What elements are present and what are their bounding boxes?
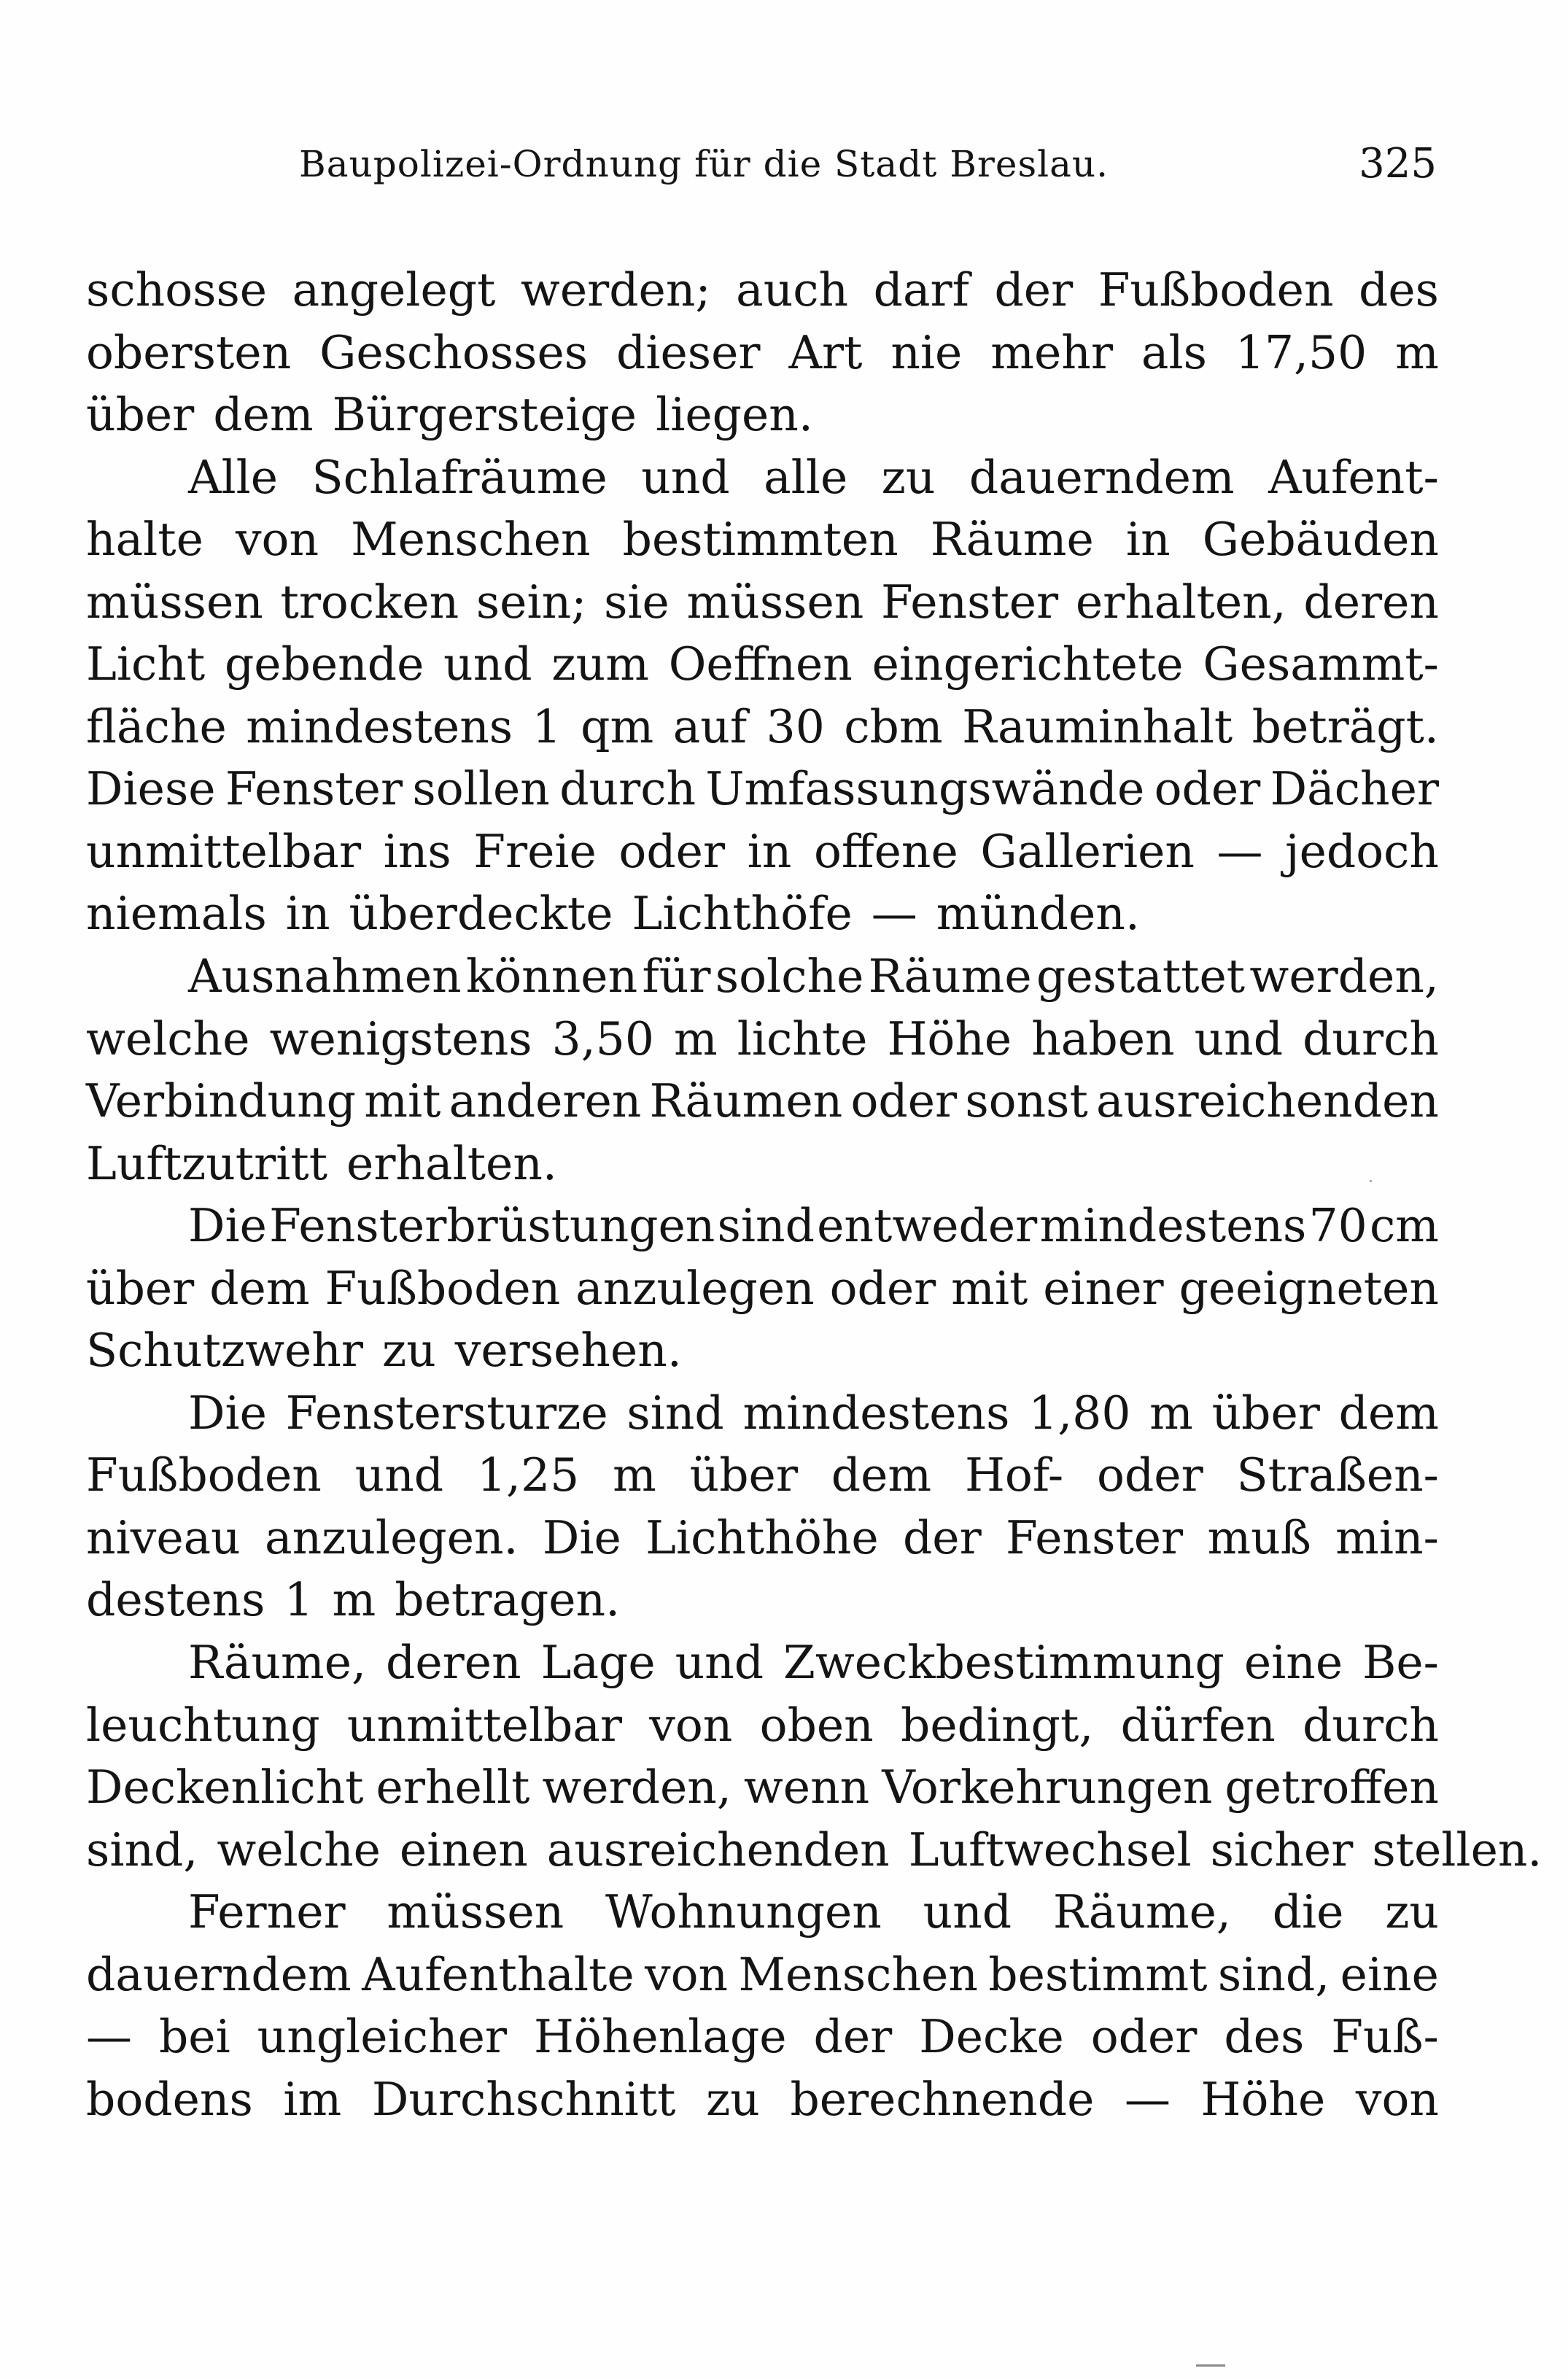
word: müssen <box>686 575 864 629</box>
text-line <box>86 1257 1439 1320</box>
word: dem <box>831 1448 932 1502</box>
word: Gallerien <box>980 824 1195 878</box>
text-line <box>86 446 1439 509</box>
word: Fußboden <box>1098 263 1334 317</box>
text-line <box>86 1694 1439 1757</box>
word: dauerndem <box>86 1947 352 2001</box>
word: sind <box>717 1199 815 1253</box>
word: und <box>675 1636 764 1690</box>
word: als <box>1141 325 1207 379</box>
word: Durchschnitt <box>371 2072 676 2126</box>
word: Fuß- <box>1331 2010 1439 2064</box>
word: Schutzwehr <box>86 1324 363 1378</box>
word: entweder <box>817 1199 1038 1253</box>
page-header <box>299 140 1437 201</box>
word: Alle <box>188 450 279 504</box>
word: Bürgersteige <box>332 388 637 442</box>
word: Verbindung <box>86 1074 356 1128</box>
text-line <box>86 1944 1439 2006</box>
word: für <box>642 950 711 1004</box>
word: 1,25 <box>476 1448 580 1502</box>
word: getroffen <box>1224 1761 1439 1815</box>
print-speck <box>1370 1180 1372 1182</box>
word: Fensterbrüstungen <box>269 1199 715 1253</box>
word: Gesammt- <box>1203 637 1439 691</box>
text-line <box>86 1133 1439 1195</box>
word: offene <box>813 824 958 878</box>
word: Menschen <box>738 1947 978 2001</box>
word: dem <box>1338 1386 1439 1440</box>
text-line <box>86 508 1439 571</box>
word: cbm <box>844 699 943 753</box>
word: halte <box>86 513 203 567</box>
text-line <box>86 882 1439 945</box>
word: über <box>86 1261 195 1315</box>
word: sonst <box>965 1074 1088 1128</box>
text-line <box>86 1195 1439 1257</box>
word: in <box>747 824 792 878</box>
text-line <box>86 1819 1542 1882</box>
word: eine <box>1340 1947 1439 2001</box>
word: 1 <box>284 1573 314 1627</box>
word: werden, <box>1249 950 1439 1004</box>
word: Dächer <box>1270 762 1439 816</box>
word: gebende <box>224 637 424 691</box>
word: Räumen <box>649 1074 843 1128</box>
word: Deckenlicht <box>86 1761 364 1815</box>
word: ausreichenden <box>1096 1074 1439 1128</box>
word: dauerndem <box>969 450 1235 504</box>
word: anderen <box>449 1074 642 1128</box>
word: Höhenlage <box>533 2010 787 2064</box>
word: sollen <box>412 762 550 816</box>
word: des <box>1224 2010 1305 2064</box>
word: werden; <box>520 263 711 317</box>
word: beträgt. <box>1251 699 1439 753</box>
word: ungleicher <box>257 2010 507 2064</box>
word: über <box>689 1448 798 1502</box>
word: des <box>1359 263 1439 317</box>
word: mit <box>364 1074 441 1128</box>
word: Art <box>788 325 863 379</box>
word: 30 <box>766 699 825 753</box>
word: min- <box>1335 1510 1439 1564</box>
word: Luftzutritt <box>86 1136 328 1190</box>
word: schosse <box>86 263 268 317</box>
word: sind <box>626 1386 724 1440</box>
word: qm <box>581 699 654 753</box>
word: sein; <box>476 575 587 629</box>
page-number: 325 <box>1359 140 1437 187</box>
word: im <box>283 2072 342 2126</box>
text-line <box>86 633 1439 696</box>
body-text <box>86 259 1542 2130</box>
word: und <box>354 1448 444 1502</box>
word: unmittelbar <box>86 824 362 878</box>
text-line <box>86 2068 1439 2131</box>
word: Wohnungen <box>605 1885 882 1939</box>
word: zu <box>382 1324 436 1378</box>
word: Rauminhalt <box>962 699 1233 753</box>
word: 1,80 <box>1028 1386 1131 1440</box>
word: Diese <box>86 762 216 816</box>
word: von <box>1355 2072 1439 2126</box>
word: Die <box>542 1510 621 1564</box>
word: — <box>1124 2072 1171 2126</box>
word: Die <box>188 1199 267 1253</box>
word: — <box>86 2010 132 2064</box>
text-line <box>86 696 1439 758</box>
word: betragen. <box>395 1573 621 1627</box>
word: der <box>902 1510 982 1564</box>
word: und <box>641 450 730 504</box>
word: Räume, <box>1052 1885 1231 1939</box>
word: erhellt <box>376 1761 530 1815</box>
word: können <box>466 950 638 1004</box>
word: haben <box>1031 1012 1175 1066</box>
word: lichte <box>737 1012 868 1066</box>
word: Ferner <box>188 1885 346 1939</box>
text-line <box>86 1756 1439 1819</box>
word: ausreichenden <box>546 1823 890 1877</box>
text-line <box>86 1507 1439 1569</box>
word: Fußboden <box>325 1261 561 1315</box>
word: muß <box>1207 1510 1311 1564</box>
word: dem <box>213 388 314 442</box>
word: anzulegen <box>575 1261 815 1315</box>
word: erhalten, <box>1075 575 1286 629</box>
word: sind, <box>86 1823 198 1877</box>
word: über <box>1211 1386 1320 1440</box>
word: — <box>871 887 917 941</box>
word: darf <box>873 263 969 317</box>
text-line <box>86 384 1439 446</box>
word: 1 <box>532 699 562 753</box>
word: werden, <box>542 1761 731 1815</box>
word: bodens <box>86 2072 253 2126</box>
word: durch <box>1303 1012 1439 1066</box>
word: 3,50 <box>551 1012 654 1066</box>
word: m <box>613 1448 656 1502</box>
word: Lichthöhe <box>645 1510 879 1564</box>
text-line <box>86 1444 1439 1507</box>
word: bedingt, <box>901 1698 1094 1752</box>
text-line <box>86 758 1439 820</box>
word: leuchtung <box>86 1698 320 1752</box>
word: von <box>645 1947 729 2001</box>
word: sind, <box>1217 1947 1330 2001</box>
word: die <box>1272 1885 1344 1939</box>
word: destens <box>86 1573 265 1627</box>
word: Hof- <box>964 1448 1064 1502</box>
word: zu <box>1385 1885 1439 1939</box>
word: mehr <box>990 325 1113 379</box>
text-line <box>86 2006 1439 2068</box>
word: Räume <box>930 513 1094 567</box>
word: welche <box>86 1012 250 1066</box>
text-line <box>86 1631 1439 1694</box>
word: zum <box>551 637 649 691</box>
word: müssen <box>387 1885 564 1939</box>
word: Aufent- <box>1268 450 1439 504</box>
word: obersten <box>86 325 292 379</box>
word: Höhe <box>1200 2072 1326 2126</box>
word: einer <box>1043 1261 1164 1315</box>
word: ins <box>383 824 451 878</box>
text-line <box>86 1881 1439 1944</box>
word: in <box>285 887 330 941</box>
text-line <box>86 322 1439 384</box>
word: oder <box>1097 1448 1203 1502</box>
word: Räume <box>868 950 1032 1004</box>
word: bei <box>158 2010 230 2064</box>
word: gestattet <box>1036 950 1246 1004</box>
text-line <box>86 1319 1439 1382</box>
word: eine <box>1243 1636 1343 1690</box>
text-line <box>86 571 1439 634</box>
word: deren <box>386 1636 521 1690</box>
word: berechnende <box>790 2072 1095 2126</box>
word: Schlafräume <box>311 450 608 504</box>
word: dem <box>209 1261 310 1315</box>
word: dürfen <box>1120 1698 1276 1752</box>
word: Straßen- <box>1236 1448 1439 1502</box>
word: der <box>813 2010 893 2064</box>
word: eingerichtete <box>872 637 1184 691</box>
word: Be- <box>1362 1636 1439 1690</box>
word: zu <box>881 450 936 504</box>
word: Gebäuden <box>1202 513 1439 567</box>
word: oben <box>759 1698 874 1752</box>
word: wenigstens <box>269 1012 532 1066</box>
word: 70 <box>1308 1199 1367 1253</box>
word: Geschosses <box>319 325 589 379</box>
word: bestimmten <box>622 513 899 567</box>
word: Lage <box>540 1636 656 1690</box>
word: sie <box>604 575 669 629</box>
word: überdeckte <box>349 887 613 941</box>
word: liegen. <box>656 388 813 442</box>
word: nie <box>890 325 963 379</box>
word: angelegt <box>292 263 496 317</box>
word: Freie <box>473 824 597 878</box>
word: trocken <box>280 575 459 629</box>
word: münden. <box>936 887 1140 941</box>
word: alle <box>764 450 848 504</box>
word: wenn <box>743 1761 870 1815</box>
word: mindestens <box>246 699 513 753</box>
word: mindestens <box>1039 1199 1307 1253</box>
text-line <box>86 945 1439 1008</box>
text-line <box>86 1569 1439 1631</box>
word: anzulegen. <box>265 1510 519 1564</box>
word: Decke <box>919 2010 1064 2064</box>
word: 17,50 <box>1235 325 1367 379</box>
word: und <box>1194 1012 1284 1066</box>
word: Räume, <box>188 1636 367 1690</box>
word: — <box>1216 824 1263 878</box>
word: Umfassungswände <box>705 762 1145 816</box>
word: fläche <box>86 699 227 753</box>
word: auch <box>736 263 849 317</box>
word: jedoch <box>1285 824 1439 878</box>
word: über <box>86 388 195 442</box>
word: deren <box>1303 575 1439 629</box>
text-line <box>86 820 1439 883</box>
word: niemals <box>86 887 267 941</box>
word: Fenster <box>1005 1510 1184 1564</box>
text-line <box>86 259 1439 322</box>
text-line <box>86 1382 1439 1445</box>
word: oder <box>1154 762 1261 816</box>
word: der <box>994 263 1074 317</box>
word: mit <box>951 1261 1028 1315</box>
word: Menschen <box>351 513 591 567</box>
word: geeigneten <box>1179 1261 1439 1315</box>
word: von <box>649 1698 733 1752</box>
word: versehen. <box>454 1324 682 1378</box>
word: auf <box>672 699 748 753</box>
word: oder <box>618 824 726 878</box>
word: und <box>923 1885 1012 1939</box>
word: unmittelbar <box>346 1698 623 1752</box>
word: welche <box>217 1823 381 1877</box>
word: Die <box>188 1386 267 1440</box>
word: Höhe <box>887 1012 1012 1066</box>
word: Lichthöfe <box>632 887 853 941</box>
word: Licht <box>86 637 206 691</box>
word: Zweckbestimmung <box>783 1636 1224 1690</box>
word: Fenster <box>881 575 1059 629</box>
word: m <box>673 1012 718 1066</box>
running-title: Baupolizei-Ordnung für die Stadt Breslau. <box>299 143 1109 185</box>
word: zu <box>706 2072 760 2126</box>
word: Fußboden <box>86 1448 322 1502</box>
word: stellen. <box>1372 1823 1542 1877</box>
word: niveau <box>86 1510 241 1564</box>
word: erhalten. <box>346 1136 557 1190</box>
word: Aufenthalte <box>362 1947 634 2001</box>
word: einen <box>399 1823 528 1877</box>
word: von <box>235 513 319 567</box>
word: durch <box>1303 1698 1439 1752</box>
text-line <box>86 1070 1439 1133</box>
text-line <box>86 1008 1439 1071</box>
word: Luftwechsel <box>908 1823 1192 1877</box>
word: m <box>332 1573 376 1627</box>
word: Oeffnen <box>668 637 853 691</box>
word: m <box>1149 1386 1193 1440</box>
word: oder <box>850 1074 958 1128</box>
word: oder <box>1090 2010 1198 2064</box>
word: m <box>1395 325 1439 379</box>
word: durch <box>559 762 696 816</box>
word: Ausnahmen <box>188 950 462 1004</box>
word: mindestens <box>742 1386 1010 1440</box>
word: bestimmt <box>988 1947 1208 2001</box>
word: sicher <box>1210 1823 1354 1877</box>
word: Fenster <box>225 762 403 816</box>
word: cm <box>1369 1199 1439 1253</box>
word: und <box>443 637 532 691</box>
word: Fenstersturze <box>285 1386 608 1440</box>
word: dieser <box>616 325 761 379</box>
word: müssen <box>86 575 263 629</box>
word: in <box>1125 513 1171 567</box>
word: oder <box>829 1261 936 1315</box>
word: solche <box>715 950 864 1004</box>
stray-print-mark <box>1196 2364 1225 2367</box>
word: Vorkehrungen <box>882 1761 1213 1815</box>
